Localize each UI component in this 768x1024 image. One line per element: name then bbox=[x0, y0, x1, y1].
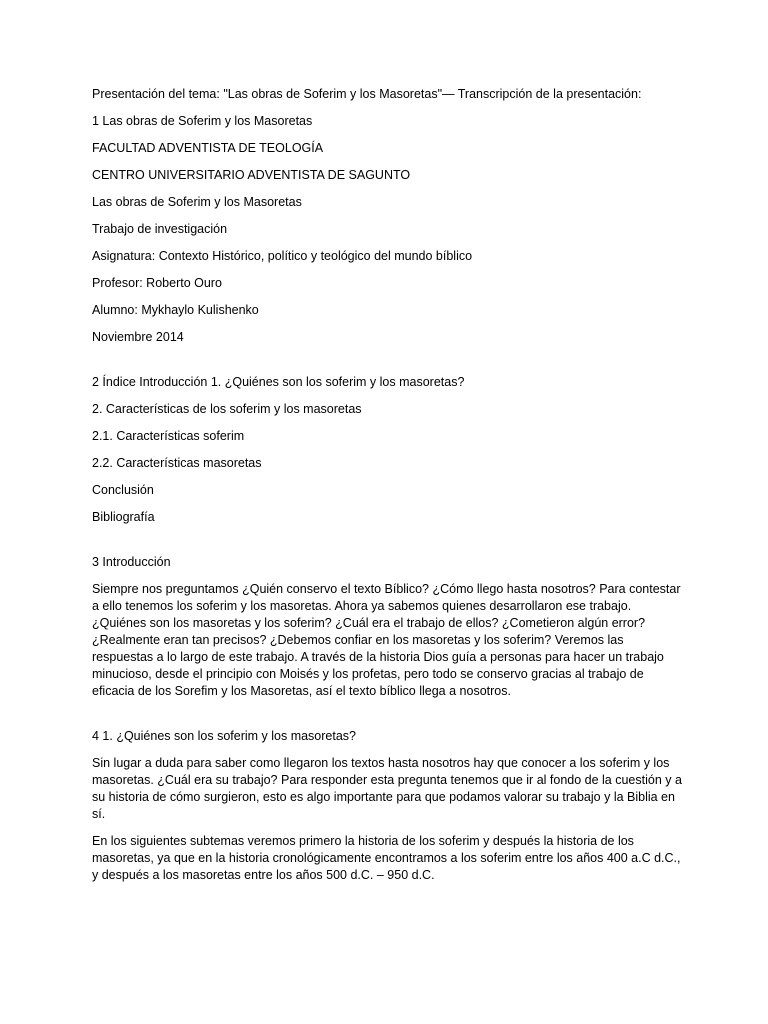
introduction-title: 3 Introducción bbox=[92, 555, 171, 569]
section1-body-2: En los siguientes subtemas veremos primero la historia de los soferim y después la historia de los masoretas, ya que en la historia cronológicamente encontramos a los soferim entre los años 400 a.C d.C., y después a los masoretas entre los años 500 d.C. – 950 d.C. bbox=[92, 834, 681, 882]
document-page bbox=[92, 86, 682, 894]
index-item-2-1: 2.1. Características soferim bbox=[92, 429, 245, 443]
section1-title: 4 1. ¿Quiénes son los soferim y los masoretas? bbox=[92, 729, 357, 743]
section-gap bbox=[92, 356, 682, 374]
index-item-2: 2. Características de los soferim y los masoretas bbox=[92, 402, 362, 416]
work-type: Trabajo de investigación bbox=[92, 222, 228, 236]
index-line: 2 Índice Introducción 1. ¿Quiénes son los soferim y los masoretas? bbox=[92, 375, 465, 389]
work-title: Las obras de Soferim y los Masoretas bbox=[92, 195, 302, 209]
professor-line: Profesor: Roberto Ouro bbox=[92, 276, 222, 290]
section-gap bbox=[92, 710, 682, 728]
index-conclusion: Conclusión bbox=[92, 483, 154, 497]
student-line: Alumno: Mykhaylo Kulishenko bbox=[92, 303, 259, 317]
faculty-name: FACULTAD ADVENTISTA DE TEOLOGÍA bbox=[92, 141, 324, 155]
date-line: Noviembre 2014 bbox=[92, 330, 184, 344]
index-item-2-2: 2.2. Características masoretas bbox=[92, 456, 262, 470]
section1-body-1: Sin lugar a duda para saber como llegaron los textos hasta nosotros hay que conocer a los soferim y los masoretas. ¿Cuál era su trabajo? Para responder esta pregunta tenemos que ir al fondo de la cuestión y a su historia de cómo surgieron, esto es algo importante para que podamos valorar su trabajo y la Biblia en sí. bbox=[92, 756, 682, 821]
index-bibliography: Bibliografía bbox=[92, 510, 155, 524]
introduction-body: Siempre nos preguntamos ¿Quién conservo el texto Bíblico? ¿Cómo llego hasta nosotros? Para contestar a ello tenemos los soferim y los masoretas. Ahora ya sabemos quienes desarrollaron ese trabajo. ¿Quiénes son los masoretas y los soferim? ¿Cuál era el trabajo de ellos? ¿Cometieron algún error? ¿Realmente eran tan precisos? ¿Debemos confiar en los masoretas y los soferim? Veremos las respuestas a lo largo de este trabajo. A través de la historia Dios guía a personas para hacer un trabajo minucioso, desde el principio con Moisés y los profetas, pero todo se conservo gracias al trabajo de eficacia de los Sorefim y los Masoretas, así el texto bíblico llega a nosotros. bbox=[92, 582, 681, 698]
center-name: CENTRO UNIVERSITARIO ADVENTISTA DE SAGUNTO bbox=[92, 168, 411, 182]
subject-line: Asignatura: Contexto Histórico, político y teológico del mundo bíblico bbox=[92, 249, 473, 263]
document-header: Presentación del tema: "Las obras de Soferim y los Masoretas"— Transcripción de la presentación: bbox=[92, 87, 642, 101]
slide1-title: 1 Las obras de Soferim y los Masoretas bbox=[92, 114, 313, 128]
section-gap bbox=[92, 536, 682, 554]
